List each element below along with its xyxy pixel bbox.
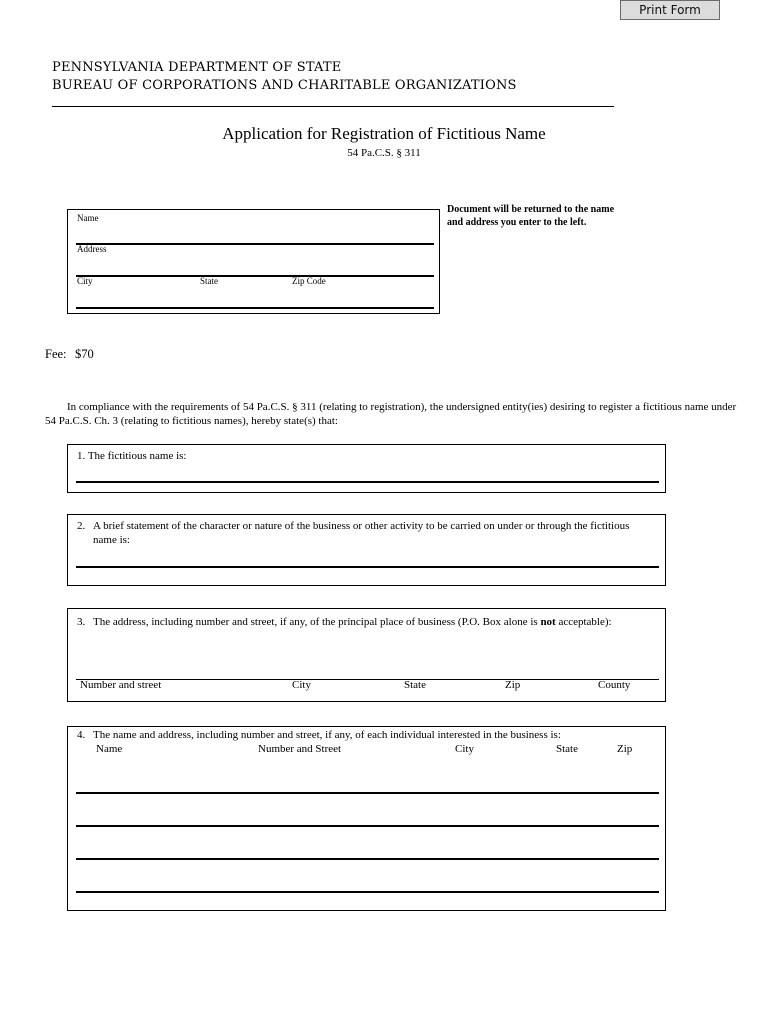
col-number-and-street: Number and Street bbox=[258, 743, 342, 755]
item-4-box bbox=[67, 726, 666, 911]
individual-line-1[interactable] bbox=[76, 792, 659, 794]
col-name: Name bbox=[96, 743, 123, 755]
address-label: Address bbox=[77, 244, 107, 254]
intro-paragraph bbox=[45, 400, 745, 428]
business-statement-field[interactable] bbox=[76, 566, 659, 568]
address-field[interactable] bbox=[76, 275, 434, 277]
fee-value: $70 bbox=[75, 347, 94, 361]
item-1-box bbox=[67, 444, 666, 493]
item-1-text bbox=[77, 449, 187, 463]
zip-code-label: Zip Code bbox=[292, 276, 326, 286]
form-title: Application for Registration of Fictitious Name bbox=[222, 124, 546, 143]
individual-line-3[interactable] bbox=[76, 858, 659, 860]
col-city: City bbox=[455, 743, 474, 755]
principal-address-field[interactable] bbox=[76, 679, 659, 680]
col-number-street: Number and street bbox=[80, 679, 162, 691]
col-zip: Zip bbox=[617, 743, 633, 755]
fictitious-name-field[interactable] bbox=[76, 481, 659, 483]
name-label: Name bbox=[77, 213, 99, 223]
item-1-label: The fictitious name is: bbox=[87, 450, 187, 462]
col-zip: Zip bbox=[505, 679, 521, 691]
state-label: State bbox=[200, 276, 218, 286]
city-state-zip-field[interactable] bbox=[76, 307, 434, 309]
form-citation: 54 Pa.C.S. § 311 bbox=[347, 147, 421, 159]
item-3-text-bold: not bbox=[540, 616, 556, 628]
return-address-box bbox=[67, 209, 440, 314]
individual-line-4[interactable] bbox=[76, 891, 659, 893]
intro-text: In compliance with the requirements of 54 Pa.C.S. § 311 (relating to registration), the undersigned entity(ies) desiring to register a fictitious name under 54 Pa.C.S. Ch. 3 (relating to fictitious names), hereby state(s) that: bbox=[45, 401, 737, 427]
col-state: State bbox=[556, 743, 578, 755]
fee-label: Fee: bbox=[45, 347, 67, 361]
city-label: City bbox=[77, 276, 93, 286]
item-3-box bbox=[67, 608, 666, 702]
item-3-number: 3. bbox=[77, 616, 86, 628]
col-county: County bbox=[598, 679, 631, 691]
col-city: City bbox=[292, 679, 311, 691]
item-4-number: 4. bbox=[77, 729, 86, 741]
return-note: Document will be returned to the name and address you enter to the left. bbox=[447, 204, 615, 228]
col-state: State bbox=[404, 679, 426, 691]
item-3-text-after: acceptable): bbox=[558, 616, 612, 628]
item-2-label: A brief statement of the character or nature of the business or other activity to be carried on under or through the fictitious name is: bbox=[93, 520, 630, 546]
item-3-label bbox=[93, 615, 658, 629]
item-4-label: The name and address, including number and street, if any, of each individual interested in the business is: bbox=[93, 729, 561, 741]
bureau-heading: BUREAU OF CORPORATIONS AND CHARITABLE ORGANIZATIONS bbox=[52, 78, 517, 93]
item-2-box bbox=[67, 514, 666, 586]
department-heading: PENNSYLVANIA DEPARTMENT OF STATE bbox=[52, 60, 342, 75]
item-2-number: 2. bbox=[77, 520, 86, 532]
item-3-text-before: The address, including number and street, if any, of the principal place of business (P.O. Box alone is bbox=[93, 616, 538, 628]
header-divider bbox=[52, 106, 614, 107]
individual-line-2[interactable] bbox=[76, 825, 659, 827]
item-1-number: 1. bbox=[77, 450, 86, 462]
name-field[interactable] bbox=[76, 243, 434, 245]
print-form-button[interactable]: Print Form bbox=[620, 0, 720, 20]
